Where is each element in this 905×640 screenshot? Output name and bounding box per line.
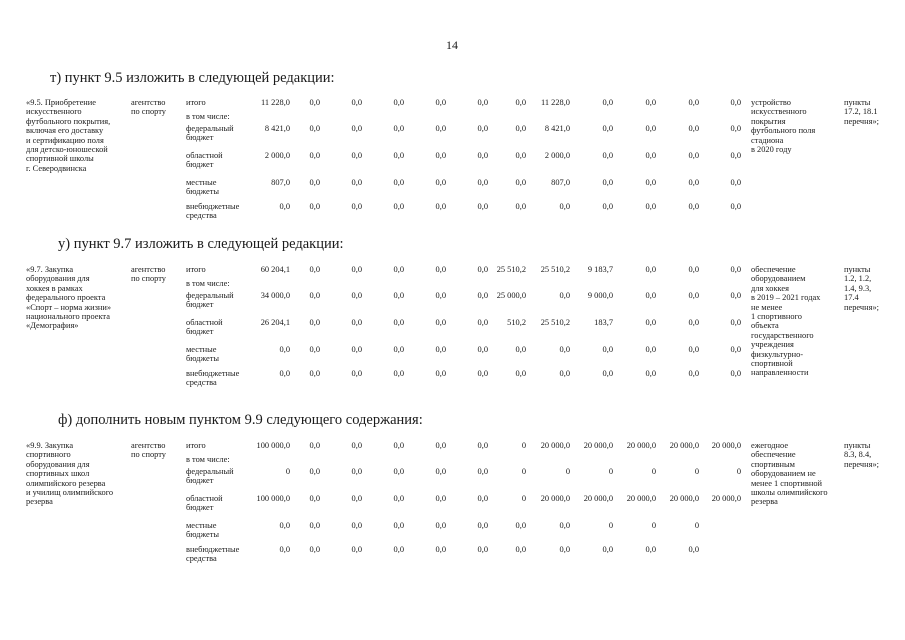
funding-source-label: областной бюджет xyxy=(186,318,223,337)
amount-cell: 0,0 xyxy=(559,291,570,300)
section-heading: ф) дополнить новым пунктом 9.9 следующего содержания: xyxy=(58,412,423,428)
amount-cell: 0,0 xyxy=(351,369,362,378)
amount-cell: 0,0 xyxy=(435,467,446,476)
amount-cell: 0,0 xyxy=(645,178,656,187)
amount-cell: 0,0 xyxy=(688,98,699,107)
amount-cell: 0,0 xyxy=(515,545,526,554)
amount-cell: 0,0 xyxy=(435,369,446,378)
amount-cell: 0,0 xyxy=(559,202,570,211)
amount-cell: 0,0 xyxy=(393,265,404,274)
amount-cell: 0,0 xyxy=(393,98,404,107)
amount-cell: 100 000,0 xyxy=(256,494,290,503)
amount-cell: 0,0 xyxy=(688,151,699,160)
amount-cell: 26 204,1 xyxy=(260,318,290,327)
amount-cell: 0,0 xyxy=(477,124,488,133)
amount-cell: 0,0 xyxy=(309,178,320,187)
amount-cell: 807,0 xyxy=(271,178,290,187)
page-number: 14 xyxy=(446,38,458,52)
amount-cell: 0,0 xyxy=(309,98,320,107)
amount-cell: 0,0 xyxy=(602,369,613,378)
amount-cell: 0,0 xyxy=(393,467,404,476)
item-name: «9.9. Закупка спортивного оборудования для спортивных школ олимпийского резерва и училищ олимпийского резерва xyxy=(26,441,114,507)
amount-cell: 0,0 xyxy=(730,98,741,107)
amount-cell: 25 000,0 xyxy=(496,291,526,300)
amount-cell: 0 xyxy=(521,494,526,503)
amount-cell: 0,0 xyxy=(435,545,446,554)
amount-cell: 0,0 xyxy=(477,98,488,107)
funding-source-label: федеральный бюджет xyxy=(186,291,234,310)
funding-source-label: местные бюджеты xyxy=(186,345,220,364)
amount-cell: 0,0 xyxy=(393,345,404,354)
amount-cell: 0 xyxy=(651,521,656,530)
responsible-agency: агентство по спорту xyxy=(131,441,166,460)
amount-cell: 0,0 xyxy=(279,369,290,378)
amount-cell: 807,0 xyxy=(551,178,570,187)
amount-cell: 0,0 xyxy=(309,124,320,133)
amount-cell: 0,0 xyxy=(393,521,404,530)
amount-cell: 0,0 xyxy=(645,124,656,133)
amount-cell: 0,0 xyxy=(435,345,446,354)
amount-cell: 0,0 xyxy=(435,291,446,300)
amount-cell: 0,0 xyxy=(279,521,290,530)
amount-cell: 0,0 xyxy=(515,345,526,354)
amount-cell: 0,0 xyxy=(393,291,404,300)
amount-cell: 0,0 xyxy=(645,369,656,378)
amount-cell: 0,0 xyxy=(351,202,362,211)
amount-cell: 0,0 xyxy=(279,545,290,554)
amount-cell: 0,0 xyxy=(688,345,699,354)
amount-cell: 0,0 xyxy=(730,265,741,274)
amount-cell: 0,0 xyxy=(435,98,446,107)
amount-cell: 20 000,0 xyxy=(540,441,570,450)
funding-source-label: в том числе: xyxy=(186,455,230,464)
amount-cell: 34 000,0 xyxy=(260,291,290,300)
amount-cell: 0,0 xyxy=(688,178,699,187)
amount-cell: 0,0 xyxy=(730,202,741,211)
amount-cell: 0,0 xyxy=(351,521,362,530)
amount-cell: 25 510,2 xyxy=(540,265,570,274)
amount-cell: 0 xyxy=(694,521,699,530)
amount-cell: 0,0 xyxy=(645,318,656,327)
funding-source-label: в том числе: xyxy=(186,279,230,288)
amount-cell: 20 000,0 xyxy=(583,494,613,503)
amount-cell: 0,0 xyxy=(393,318,404,327)
amount-cell: 0,0 xyxy=(602,202,613,211)
amount-cell: 0,0 xyxy=(602,151,613,160)
amount-cell: 0,0 xyxy=(645,291,656,300)
amount-cell: 0,0 xyxy=(515,151,526,160)
amount-cell: 0,0 xyxy=(435,178,446,187)
amount-cell: 0,0 xyxy=(477,151,488,160)
amount-cell: 510,2 xyxy=(507,318,526,327)
amount-cell: 0,0 xyxy=(688,369,699,378)
amount-cell: 0,0 xyxy=(477,178,488,187)
amount-cell: 0,0 xyxy=(309,318,320,327)
amount-cell: 0,0 xyxy=(730,369,741,378)
amount-cell: 0,0 xyxy=(515,369,526,378)
amount-cell: 0,0 xyxy=(602,545,613,554)
amount-cell: 0,0 xyxy=(351,265,362,274)
amount-cell: 0,0 xyxy=(309,545,320,554)
section-heading: т) пункт 9.5 изложить в следующей редакции: xyxy=(50,70,335,86)
amount-cell: 0,0 xyxy=(351,124,362,133)
amount-cell: 0,0 xyxy=(477,441,488,450)
amount-cell: 0,0 xyxy=(477,345,488,354)
amount-cell: 0,0 xyxy=(477,202,488,211)
funding-source-label: федеральный бюджет xyxy=(186,467,234,486)
funding-source-label: местные бюджеты xyxy=(186,178,220,197)
amount-cell: 0,0 xyxy=(515,98,526,107)
section-heading: у) пункт 9.7 изложить в следующей редакции: xyxy=(58,236,344,252)
amount-cell: 0,0 xyxy=(309,202,320,211)
expected-result: обеспечение оборудованием для хоккея в 2019 – 2021 годах не менее 1 спортивного объекта государственного учреждения физкультурно- спортивной направленности xyxy=(751,265,821,378)
amount-cell: 0,0 xyxy=(351,151,362,160)
amount-cell: 0,0 xyxy=(602,98,613,107)
amount-cell: 0,0 xyxy=(435,521,446,530)
amount-cell: 0,0 xyxy=(477,494,488,503)
amount-cell: 0,0 xyxy=(351,545,362,554)
amount-cell: 0,0 xyxy=(602,345,613,354)
amount-cell: 0,0 xyxy=(279,202,290,211)
amount-cell: 0,0 xyxy=(309,369,320,378)
amount-cell: 0,0 xyxy=(279,345,290,354)
amount-cell: 0,0 xyxy=(477,369,488,378)
funding-source-label: внебюджетные средства xyxy=(186,202,240,221)
expected-result: устройство искусственного покрытия футбольного поля стадиона в 2020 году xyxy=(751,98,816,155)
amount-cell: 0,0 xyxy=(688,291,699,300)
amount-cell: 0,0 xyxy=(351,98,362,107)
amount-cell: 0,0 xyxy=(477,521,488,530)
amount-cell: 0,0 xyxy=(393,494,404,503)
amount-cell: 0,0 xyxy=(645,545,656,554)
amount-cell: 0,0 xyxy=(730,151,741,160)
amount-cell: 0,0 xyxy=(688,124,699,133)
amount-cell: 20 000,0 xyxy=(626,441,656,450)
amount-cell: 0,0 xyxy=(351,345,362,354)
amount-cell: 0,0 xyxy=(730,178,741,187)
amount-cell: 0 xyxy=(565,467,570,476)
amount-cell: 0,0 xyxy=(351,467,362,476)
amount-cell: 0,0 xyxy=(477,545,488,554)
amount-cell: 20 000,0 xyxy=(711,441,741,450)
funding-source-label: в том числе: xyxy=(186,112,230,121)
amount-cell: 0 xyxy=(521,441,526,450)
amount-cell: 8 421,0 xyxy=(264,124,290,133)
funding-source-label: областной бюджет xyxy=(186,151,223,170)
amount-cell: 0,0 xyxy=(435,265,446,274)
amount-cell: 0 xyxy=(608,467,613,476)
amount-cell: 0,0 xyxy=(602,124,613,133)
responsible-agency: агентство по спорту xyxy=(131,98,166,117)
amount-cell: 2 000,0 xyxy=(264,151,290,160)
amount-cell: 0,0 xyxy=(393,178,404,187)
responsible-agency: агентство по спорту xyxy=(131,265,166,284)
amount-cell: 0,0 xyxy=(477,291,488,300)
funding-source-label: внебюджетные средства xyxy=(186,369,240,388)
amount-cell: 0,0 xyxy=(515,202,526,211)
amount-cell: 0,0 xyxy=(559,545,570,554)
reference-points: пункты 1.2, 1.2, 1.4, 9.3, 17.4 перечня»; xyxy=(844,265,879,312)
amount-cell: 0,0 xyxy=(309,151,320,160)
amount-cell: 0,0 xyxy=(435,202,446,211)
amount-cell: 0,0 xyxy=(559,369,570,378)
amount-cell: 183,7 xyxy=(594,318,613,327)
amount-cell: 11 228,0 xyxy=(540,98,570,107)
reference-points: пункты 17.2, 18.1 перечня»; xyxy=(844,98,879,126)
amount-cell: 0,0 xyxy=(515,124,526,133)
amount-cell: 25 510,2 xyxy=(496,265,526,274)
amount-cell: 20 000,0 xyxy=(540,494,570,503)
amount-cell: 20 000,0 xyxy=(583,441,613,450)
amount-cell: 0,0 xyxy=(435,151,446,160)
amount-cell: 0,0 xyxy=(477,265,488,274)
amount-cell: 0 xyxy=(694,467,699,476)
amount-cell: 0,0 xyxy=(645,98,656,107)
amount-cell: 0,0 xyxy=(602,178,613,187)
amount-cell: 11 228,0 xyxy=(260,98,290,107)
amount-cell: 0,0 xyxy=(477,318,488,327)
amount-cell: 0,0 xyxy=(309,467,320,476)
amount-cell: 0,0 xyxy=(645,265,656,274)
amount-cell: 0,0 xyxy=(393,369,404,378)
amount-cell: 0,0 xyxy=(435,494,446,503)
amount-cell: 0,0 xyxy=(435,318,446,327)
amount-cell: 20 000,0 xyxy=(626,494,656,503)
funding-source-label: внебюджетные средства xyxy=(186,545,240,564)
amount-cell: 0,0 xyxy=(730,291,741,300)
amount-cell: 0,0 xyxy=(309,345,320,354)
item-name: «9.5. Приобретение искусственного футбольного покрытия, включая его доставку и сертификацию поля для детско-юношеской спортивной школы г. Северодвинска xyxy=(26,98,111,173)
funding-source-label: итого xyxy=(186,265,206,274)
amount-cell: 20 000,0 xyxy=(711,494,741,503)
reference-points: пункты 8.3, 8.4, перечня»; xyxy=(844,441,879,469)
amount-cell: 0,0 xyxy=(393,124,404,133)
funding-source-label: областной бюджет xyxy=(186,494,223,513)
amount-cell: 25 510,2 xyxy=(540,318,570,327)
amount-cell: 0,0 xyxy=(730,345,741,354)
amount-cell: 0,0 xyxy=(435,124,446,133)
amount-cell: 0,0 xyxy=(688,318,699,327)
amount-cell: 0,0 xyxy=(645,345,656,354)
amount-cell: 0 xyxy=(285,467,290,476)
funding-source-label: федеральный бюджет xyxy=(186,124,234,143)
amount-cell: 20 000,0 xyxy=(669,494,699,503)
amount-cell: 0,0 xyxy=(645,151,656,160)
amount-cell: 0,0 xyxy=(309,291,320,300)
amount-cell: 0,0 xyxy=(393,151,404,160)
amount-cell: 0,0 xyxy=(393,202,404,211)
amount-cell: 0,0 xyxy=(351,291,362,300)
amount-cell: 0,0 xyxy=(730,124,741,133)
amount-cell: 0,0 xyxy=(351,494,362,503)
amount-cell: 0,0 xyxy=(351,441,362,450)
amount-cell: 20 000,0 xyxy=(669,441,699,450)
amount-cell: 0,0 xyxy=(351,178,362,187)
funding-source-label: местные бюджеты xyxy=(186,521,220,540)
funding-source-label: итого xyxy=(186,441,206,450)
amount-cell: 0,0 xyxy=(477,467,488,476)
amount-cell: 0,0 xyxy=(515,521,526,530)
amount-cell: 9 183,7 xyxy=(587,265,613,274)
amount-cell: 0,0 xyxy=(351,318,362,327)
amount-cell: 60 204,1 xyxy=(260,265,290,274)
amount-cell: 0 xyxy=(651,467,656,476)
amount-cell: 0,0 xyxy=(688,265,699,274)
amount-cell: 0,0 xyxy=(688,202,699,211)
amount-cell: 0,0 xyxy=(309,521,320,530)
amount-cell: 0,0 xyxy=(393,545,404,554)
expected-result: ежегодное обеспечение спортивным оборудованием не менее 1 спортивной школы олимпийского резерва xyxy=(751,441,828,507)
amount-cell: 9 000,0 xyxy=(587,291,613,300)
amount-cell: 0 xyxy=(521,467,526,476)
amount-cell: 8 421,0 xyxy=(544,124,570,133)
amount-cell: 2 000,0 xyxy=(544,151,570,160)
amount-cell: 0,0 xyxy=(435,441,446,450)
amount-cell: 0,0 xyxy=(730,318,741,327)
amount-cell: 0,0 xyxy=(559,345,570,354)
amount-cell: 0 xyxy=(736,467,741,476)
amount-cell: 0,0 xyxy=(393,441,404,450)
amount-cell: 100 000,0 xyxy=(256,441,290,450)
funding-source-label: итого xyxy=(186,98,206,107)
amount-cell: 0,0 xyxy=(688,545,699,554)
item-name: «9.7. Закупка оборудования для хоккея в рамках федерального проекта «Спорт – норма жизни» национального проекта «Демография» xyxy=(26,265,112,331)
amount-cell: 0,0 xyxy=(309,265,320,274)
amount-cell: 0,0 xyxy=(309,441,320,450)
amount-cell: 0,0 xyxy=(645,202,656,211)
amount-cell: 0,0 xyxy=(309,494,320,503)
amount-cell: 0,0 xyxy=(559,521,570,530)
amount-cell: 0 xyxy=(608,521,613,530)
amount-cell: 0,0 xyxy=(515,178,526,187)
